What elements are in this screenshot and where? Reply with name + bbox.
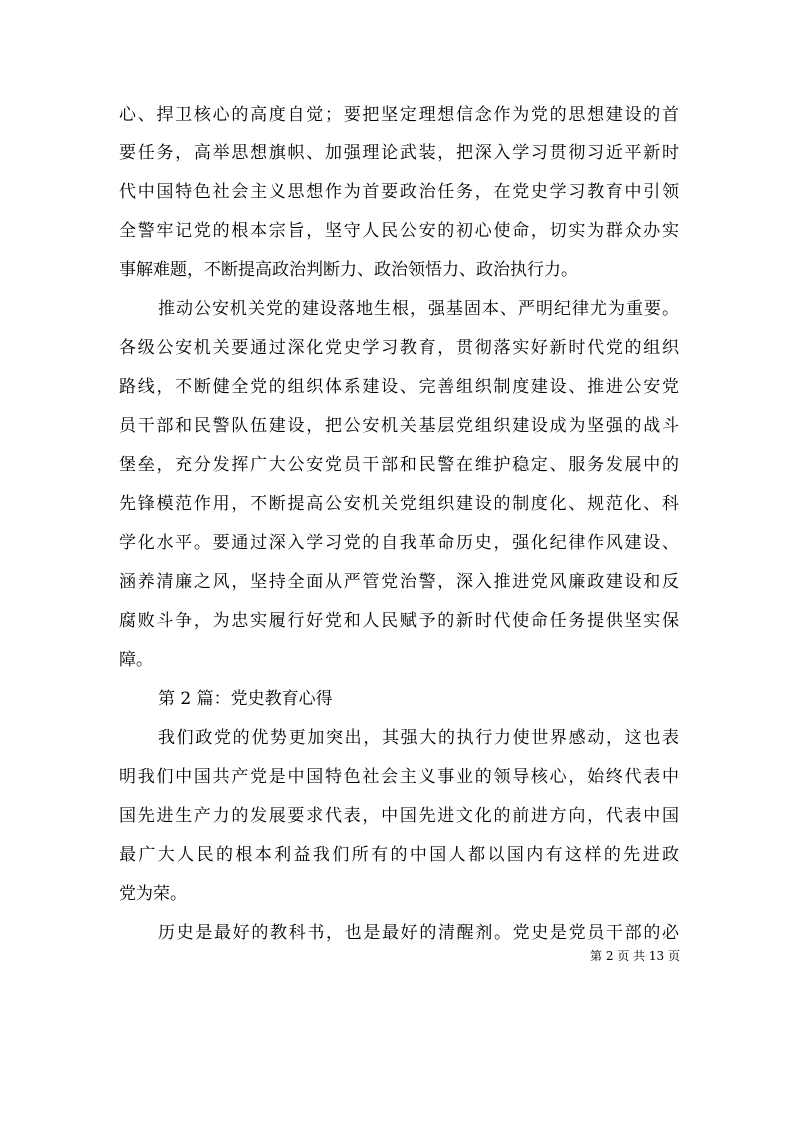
text-line: 员干部和民警队伍建设，把公安机关基层党组织建设成为坚强的战斗 bbox=[119, 416, 679, 436]
text-line: 各级公安机关要通过深化党史学习教育，贯彻落实好新时代党的组织 bbox=[119, 338, 679, 358]
text-line: 腐败斗争，为忠实履行好党和人民赋予的新时代使命任务提供坚实保 bbox=[119, 611, 679, 631]
text-line: 先锋模范作用，不断提高公安机关党组织建设的制度化、规范化、科 bbox=[119, 494, 679, 514]
text-line: 堡垒，充分发挥广大公安党员干部和民警在维护稳定、服务发展中的 bbox=[119, 455, 679, 475]
text-line: 事解难题，不断提高政治判断力、政治领悟力、政治执行力。 bbox=[119, 260, 578, 280]
section-heading: 第 2 篇：党史教育心得 bbox=[158, 689, 333, 709]
text-line: 我们政党的优势更加突出，其强大的执行力使世界感动，这也表 bbox=[158, 728, 679, 748]
text-line: 学化水平。要通过深入学习党的自我革命历史，强化纪律作风建设、 bbox=[119, 533, 679, 553]
text-line: 历史是最好的教科书，也是最好的清醒剂。党史是党员干部的必 bbox=[158, 923, 679, 943]
text-line: 代中国特色社会主义思想作为首要政治任务，在党史学习教育中引领 bbox=[119, 182, 679, 202]
text-line: 明我们中国共产党是中国特色社会主义事业的领导核心，始终代表中 bbox=[119, 767, 679, 787]
text-line: 全警牢记党的根本宗旨，坚守人民公安的初心使命，切实为群众办实 bbox=[119, 221, 679, 241]
text-line: 国先进生产力的发展要求代表，中国先进文化的前进方向，代表中国 bbox=[119, 806, 679, 826]
text-line: 最广大人民的根本利益我们所有的中国人都以国内有这样的先进政 bbox=[119, 845, 679, 865]
text-line: 涵养清廉之风，坚持全面从严管党治警，深入推进党风廉政建设和反 bbox=[119, 572, 679, 592]
text-line: 路线，不断健全党的组织体系建设、完善组织制度建设、推进公安党 bbox=[119, 377, 679, 397]
text-line: 要任务，高举思想旗帜、加强理论武装，把深入学习贯彻习近平新时 bbox=[119, 143, 679, 163]
text-line: 心、捍卫核心的高度自觉；要把坚定理想信念作为党的思想建设的首 bbox=[119, 105, 679, 125]
text-line: 障。 bbox=[119, 650, 153, 670]
text-line: 党为荣。 bbox=[119, 884, 187, 904]
page-footer: 第 2 页 共 13 页 bbox=[590, 949, 680, 963]
text-line: 推动公安机关党的建设落地生根，强基固本、严明纪律尤为重要。 bbox=[158, 299, 679, 319]
